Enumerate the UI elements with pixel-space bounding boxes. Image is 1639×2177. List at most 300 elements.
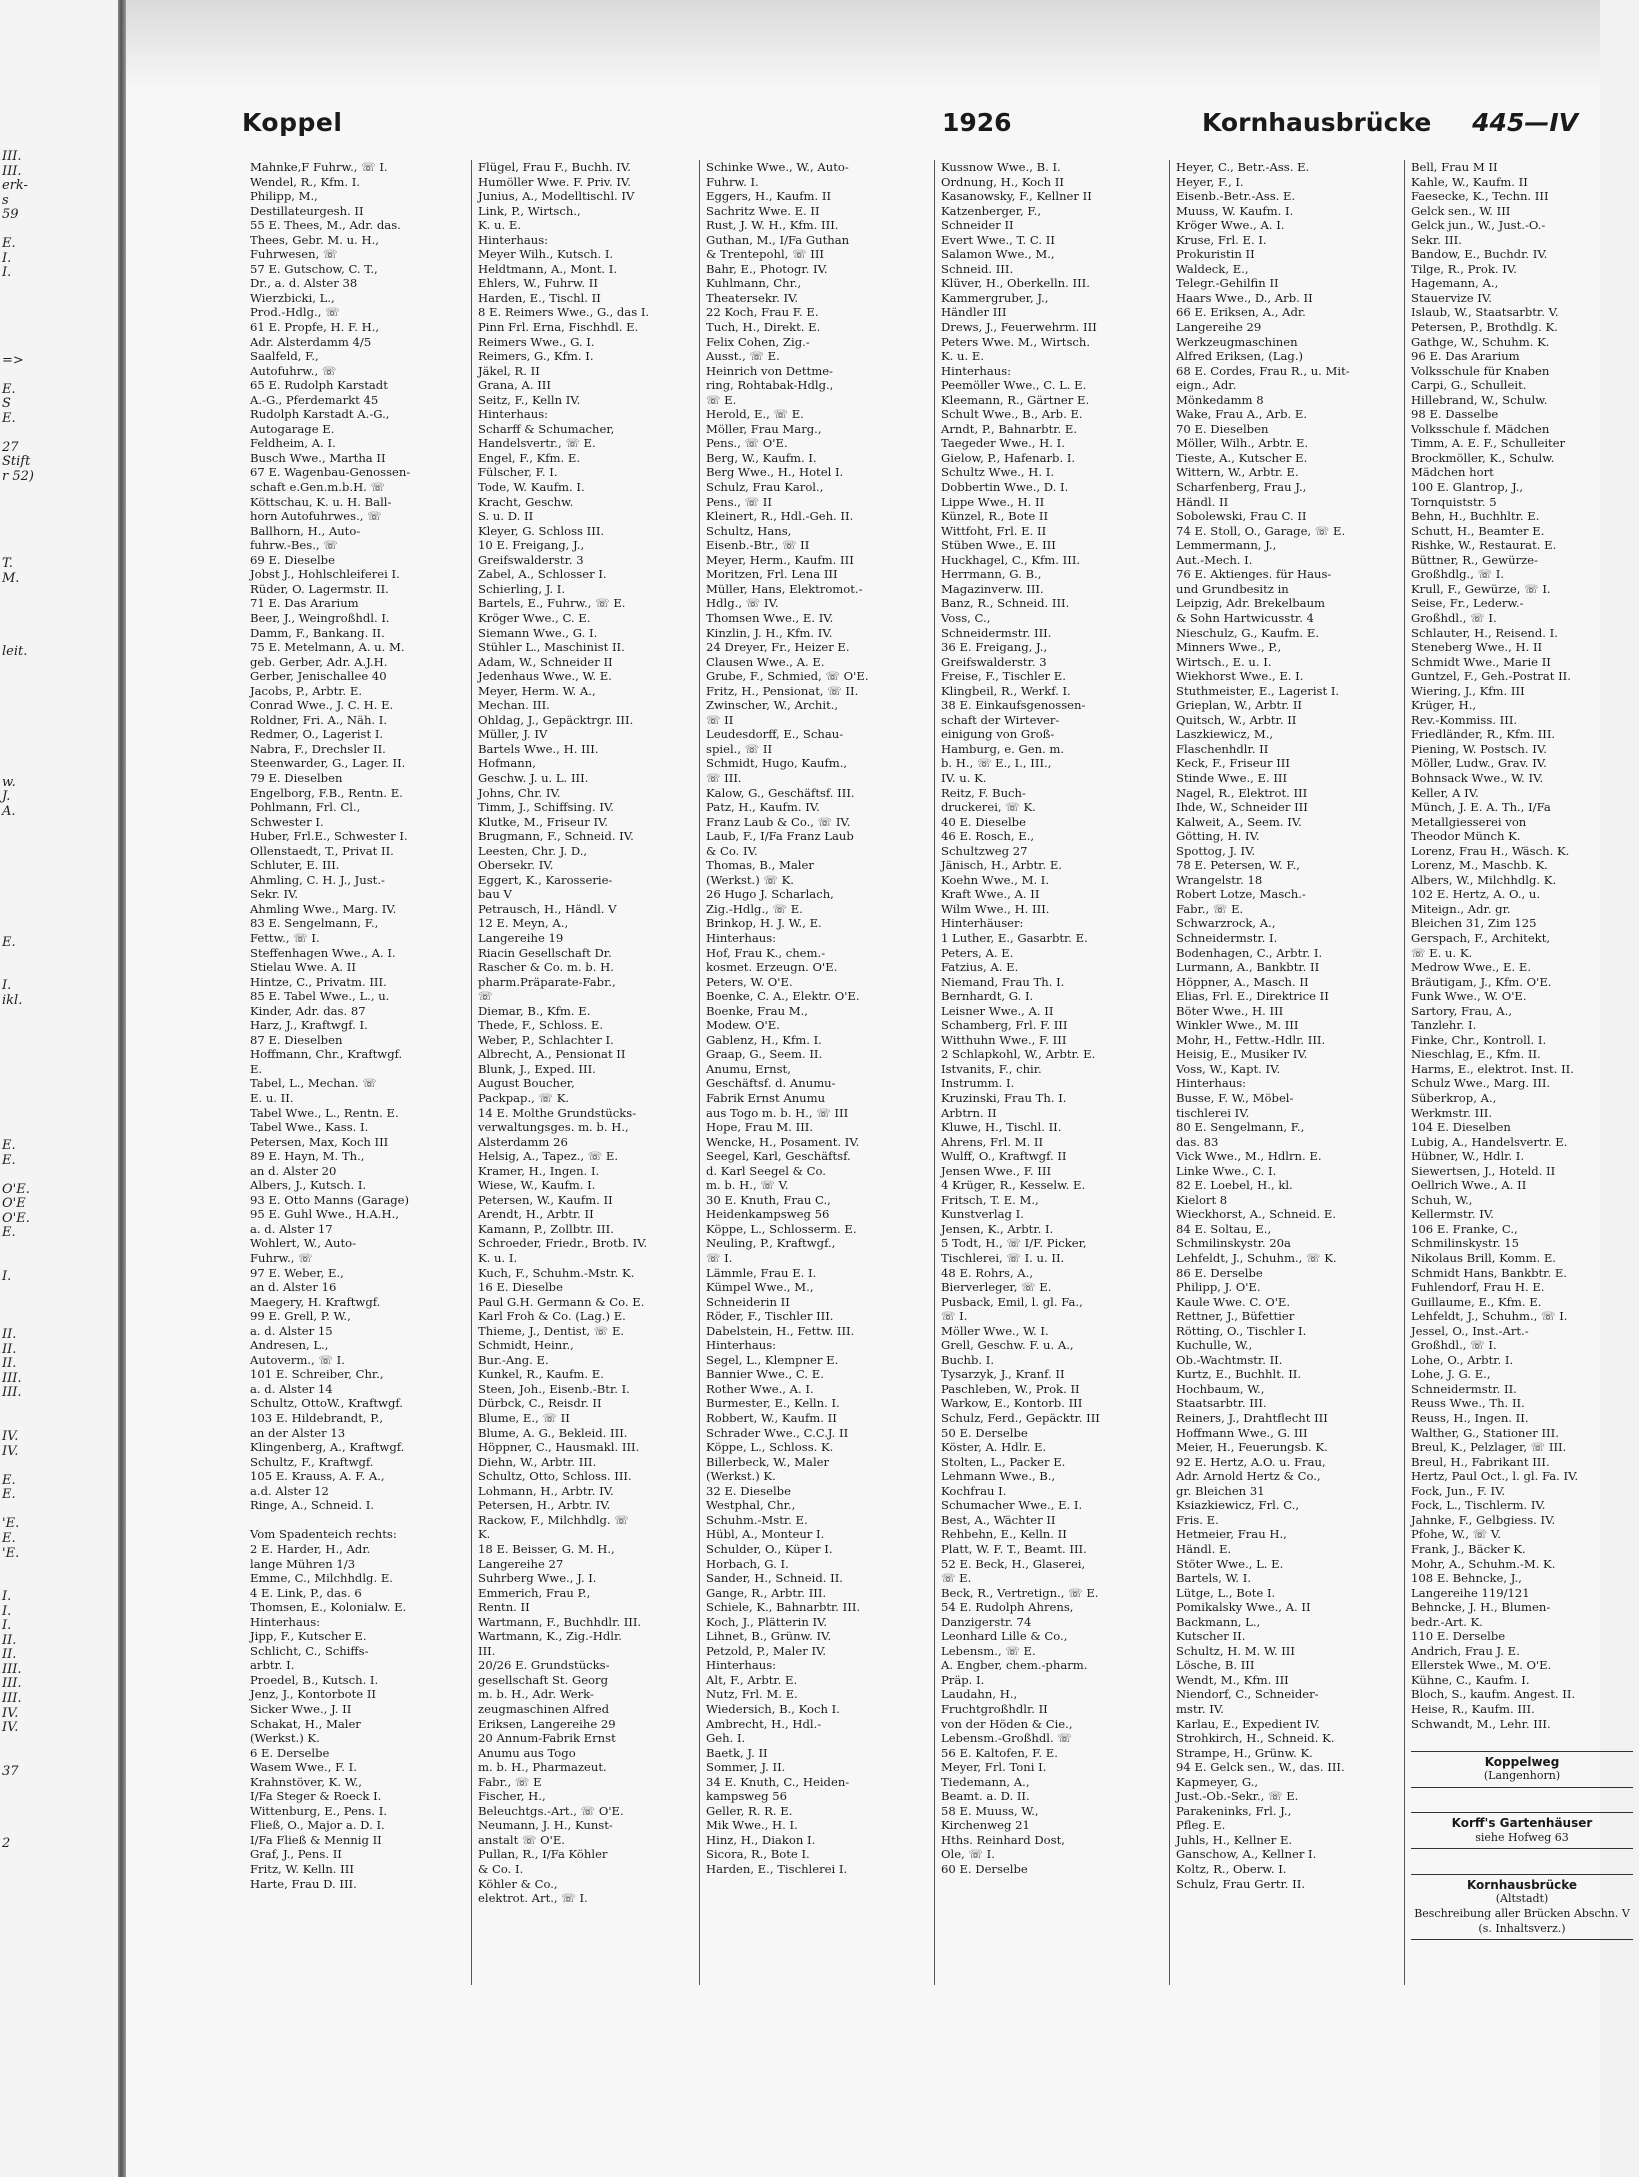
directory-entry: Meyer, Herm. W. A., [478, 683, 596, 698]
directory-entry: Wasem Wwe., F. I. [250, 1760, 357, 1775]
directory-entry: Wirtsch., E. u. I. [1176, 654, 1272, 669]
directory-entry: Tuch, H., Direkt. E. [706, 320, 821, 335]
prev-page-fragment [2, 819, 42, 834]
directory-entry: Sekr. IV. [250, 887, 299, 902]
directory-entry: 40 E. Dieselbe [941, 814, 1026, 829]
directory-entry: gesellschaft St. Georg [478, 1672, 609, 1687]
prev-page-fragment: E. [2, 934, 16, 950]
directory-entry: Meyer Wilh., Kutsch. I. [478, 247, 614, 262]
directory-entry: Wendt, M., Kfm. III [1176, 1672, 1289, 1687]
directory-entry: Geh. I. [706, 1731, 746, 1746]
directory-entry: Prokuristin II [1176, 247, 1255, 262]
directory-entry: Wencke, H., Posament. IV. [706, 1134, 860, 1149]
directory-entry: Mönkedamm 8 [1176, 392, 1264, 407]
directory-entry: 2 E. Harder, H., Adr. [250, 1541, 371, 1556]
directory-entry: Schulz, Frau Gertr. II. [1176, 1876, 1306, 1891]
directory-entry: Möller Wwe., W. I. [941, 1323, 1049, 1338]
directory-entry: Kuhlmann, Chr., [706, 276, 802, 291]
directory-entry: Instrumm. I. [941, 1076, 1015, 1091]
directory-entry: Leesten, Chr. J. D., [478, 843, 588, 858]
directory-entry: Pinn Frl. Erna, Fischhdl. E. [478, 320, 639, 335]
directory-entry: Lubig, A., Handelsvertr. E. [1411, 1134, 1568, 1149]
directory-entry: Nieschulz, G., Kaufm. E. [1176, 625, 1320, 640]
directory-entry: Gathge, W., Schuhm. K. [1411, 334, 1550, 349]
directory-entry: Lorenz, M., Maschb. K. [1411, 858, 1548, 873]
directory-entry: Fock, Jun., F. IV. [1411, 1483, 1506, 1498]
directory-entry: Ahmling, C. H. J., Just.- [250, 872, 385, 887]
directory-entry: Theodor Münch K. [1411, 829, 1521, 844]
directory-entry: Mädchen hort [1411, 465, 1494, 480]
directory-entry: Hofmann, [478, 756, 536, 771]
directory-entry: Rother Wwe., A. I. [706, 1381, 814, 1396]
directory-entry: Volksschule für Knaben [1411, 363, 1550, 378]
directory-entry: Schult Wwe., B., Arb. E. [941, 407, 1083, 422]
street-heading-note: Beschreibung aller Brücken Abschn. V (s. Inhaltsverz.) [1414, 1906, 1630, 1935]
directory-entry: Rötting, O., Tischler I. [1176, 1323, 1307, 1338]
directory-entry: Lurmann, A., Bankbtr. II [1176, 960, 1320, 975]
directory-entry: Rackow, F., Milchhdlg. ☏ [478, 1512, 629, 1527]
prev-page-fragment: A. [2, 803, 16, 819]
directory-entry: 103 E. Hildebrandt, P., [250, 1411, 384, 1426]
prev-page-fragment [2, 1066, 42, 1081]
directory-entry: Schiele, K., Bahnarbtr. III. [706, 1600, 861, 1615]
directory-entry: Reiners, J., Drahtflecht III [1176, 1411, 1328, 1426]
prev-page-fragment: II. [2, 1356, 17, 1372]
street-heading-sub: (Altstadt) [1495, 1892, 1549, 1906]
directory-entry: Bell, Frau M II [1411, 160, 1498, 174]
directory-entry: 89 E. Hayn, M. Th., [250, 1149, 365, 1164]
directory-entry: spiel., ☏ II [706, 741, 773, 756]
directory-entry: Gablenz, H., Kfm. I. [706, 1032, 822, 1047]
prev-page-fragment [2, 499, 42, 514]
directory-entry: IV. u. K. [941, 770, 987, 785]
directory-entry [250, 1513, 465, 1528]
directory-entry: Krüger, H., [1411, 698, 1477, 713]
directory-entry: 4 Krüger, R., Kesselw. E. [941, 1178, 1086, 1193]
prev-page-fragment [2, 1576, 42, 1591]
prev-page-fragment: S [2, 396, 11, 412]
directory-entry: Wiekhorst Wwe., E. I. [1176, 669, 1304, 684]
directory-entry: Thieme, J., Dentist, ☏ E. [478, 1323, 625, 1338]
prev-page-fragment [2, 368, 42, 383]
directory-entry: Tiedemann, A., [941, 1774, 1030, 1789]
directory-entry: Suhrberg Wwe., J. I. [478, 1571, 597, 1586]
directory-entry: Ehlers, W., Fuhrw. II [478, 276, 598, 291]
prev-page-fragment [2, 1736, 42, 1751]
directory-entry: Drews, J., Feuerwehrm. III [941, 320, 1097, 335]
street-heading-box [1411, 1874, 1633, 1940]
directory-entry: III. [478, 1643, 496, 1658]
directory-entry: Hof, Frau K., chem.- [706, 945, 826, 960]
directory-entry: Dabelstein, H., Fettw. III. [706, 1323, 855, 1338]
directory-entry: Götting, H. IV. [1176, 829, 1260, 844]
directory-entry: Müller, J. IV [478, 727, 548, 742]
directory-entry: Wieckhorst, A., Schneid. E. [1176, 1207, 1337, 1222]
prev-page-fragment [2, 601, 42, 616]
directory-entry: Tanzlehr. I. [1411, 1018, 1477, 1033]
directory-entry: Köppe, L., Schloss. K. [706, 1440, 834, 1455]
directory-entry: Harz, J., Kraftwgf. I. [250, 1018, 368, 1033]
directory-entry: 85 E. Tabel Wwe., L., u. [250, 989, 390, 1004]
directory-entry: Oellrich Wwe., A. II [1411, 1178, 1527, 1193]
directory-entry: einigung von Groß- [941, 727, 1055, 742]
directory-entry: Schamberg, Frl. F. III [941, 1018, 1068, 1033]
directory-entry: ☏ E. u. K. [1411, 945, 1473, 960]
directory-entry: Schneid. III. [941, 261, 1014, 276]
directory-entry: Eriksen, Langereihe 29 [478, 1716, 616, 1731]
directory-entry: Schmidt Wwe., Marie II [1411, 654, 1551, 669]
directory-entry: Fatzius, A. E. [941, 960, 1019, 975]
directory-entry: Gelck jun., W., Just.-O.- [1411, 218, 1546, 233]
directory-entry: Kruzinski, Frau Th. I. [941, 1091, 1067, 1105]
directory-entry: Schroeder, Friedr., Brotb. IV. [478, 1236, 648, 1251]
directory-entry: 94 E. Gelck sen., W., das. III. [1176, 1760, 1345, 1775]
directory-entry: & Sohn Hartwicusstr. 4 [1176, 610, 1314, 625]
directory-entry: 22 Koch, Frau F. E. [706, 305, 819, 320]
prev-page-fragment [2, 1037, 42, 1052]
directory-entry: Jensen Wwe., F. III [941, 1163, 1052, 1178]
directory-entry: Hinterhäuser: [941, 916, 1024, 931]
directory-entry: Fritsch, T. E. M., [941, 1192, 1039, 1207]
directory-entry: 5 Todt, H., ☏ I/F. Picker, [941, 1236, 1087, 1251]
directory-entry: Bur.-Ang. E. [478, 1352, 549, 1367]
prev-page-fragment [2, 659, 42, 674]
directory-entry: Pens., ☏ O'E. [706, 436, 788, 451]
prev-page-fragment: 37 [2, 1763, 19, 1779]
directory-entry: Alfred Eriksen, (Lag.) [1176, 349, 1304, 364]
directory-entry: Fuhrw. I. [706, 174, 759, 189]
directory-entry: Vick Wwe., M., Hdlrn. E. [1176, 1149, 1322, 1164]
directory-entry: aus Togo m. b. H., ☏ III [706, 1105, 849, 1120]
directory-entry: Eggers, H., Kaufm. II [706, 189, 832, 204]
directory-entry: Wohlert, W., Auto- [250, 1236, 357, 1251]
directory-entry: Wake, Frau A., Arb. E. [1176, 407, 1308, 422]
directory-entry: Dr., a. d. Alster 38 [250, 276, 358, 291]
directory-entry: Fülscher, F. I. [478, 465, 558, 480]
directory-entry: Greifswalderstr. 3 [478, 552, 584, 567]
directory-entry: Hochbaum, W., [1176, 1381, 1265, 1396]
prev-page-fragment: IV. [2, 1705, 19, 1721]
directory-entry: Ordnung, H., Koch II [941, 174, 1064, 189]
directory-entry: Schultz, Hans, [706, 523, 792, 538]
directory-entry: Fuhrw., ☏ [250, 1251, 313, 1266]
directory-entry: Dobbertin Wwe., D. I. [941, 480, 1069, 495]
directory-entry: Petersen, H., Arbtr. IV. [478, 1498, 611, 1513]
prev-page-fragment: 'E. [2, 1545, 20, 1561]
directory-entry: Telegr.-Gehilfin II [1176, 276, 1279, 291]
prev-page-fragment [2, 1241, 42, 1256]
directory-entry: Kröger Wwe., C. E. [478, 610, 591, 625]
directory-entry: Taegeder Wwe., H. I. [941, 436, 1065, 451]
directory-entry: Kamann, P., Zollbtr. III. [478, 1221, 614, 1236]
prev-page-fragment [2, 1750, 42, 1765]
directory-entry: schaft der Wirtever- [941, 712, 1060, 727]
directory-entry: Peters, W. O'E. [706, 974, 793, 989]
directory-entry: Kirchenweg 21 [941, 1818, 1030, 1833]
directory-entry: Eggert, K., Karosserie- [478, 872, 613, 887]
directory-entry: an d. Alster 20 [250, 1163, 337, 1178]
directory-entry: Pusback, Emil, l. gl. Fa., [941, 1294, 1083, 1309]
directory-entry: Lorenz, Frau H., Wäsch. K. [1411, 843, 1570, 858]
book-gutter [118, 0, 126, 2177]
directory-entry: Lippe Wwe., H. II [941, 494, 1045, 509]
directory-entry: 8 E. Reimers Wwe., G., das I. [478, 305, 650, 320]
column-4 [934, 160, 1169, 1985]
header-left-street: Koppel [242, 108, 343, 137]
directory-entry: 18 E. Beisser, G. M. H., [478, 1541, 615, 1556]
street-heading-sub: siehe Hofweg 63 [1475, 1830, 1569, 1844]
directory-entry: Blume, A. G., Bekleid. III. [478, 1425, 628, 1440]
directory-entry: tischlerei IV. [1176, 1105, 1250, 1120]
directory-entry: Kleinert, R., Hdl.-Geh. II. [706, 509, 854, 524]
prev-page-fragment: E. [2, 1225, 16, 1241]
prev-page-fragment [2, 1125, 42, 1140]
directory-entry: Schneidermstr. I. [1176, 930, 1278, 945]
directory-entry: Breul, H., Fabrikant III. [1411, 1454, 1550, 1469]
directory-entry: Köhler & Co., [478, 1876, 558, 1891]
directory-entry: Hinterhaus: [250, 1614, 321, 1629]
directory-entry: Fritz, W. Kelln. III [250, 1861, 354, 1876]
directory-entry: 57 E. Gutschow, C. T., [250, 261, 378, 276]
directory-entry: Backmann, L., [1176, 1614, 1261, 1629]
directory-entry: Fettw., ☏ I. [250, 930, 320, 945]
directory-entry: Brockmöller, K., Schulw. [1411, 450, 1555, 465]
directory-entry: Schmidt, Heinr., [478, 1338, 574, 1353]
directory-entry: a. d. Alster 17 [250, 1221, 333, 1236]
directory-entry: Juhls, H., Kellner E. [1176, 1832, 1293, 1847]
directory-entry: Salamon Wwe., M., [941, 247, 1055, 262]
street-heading-box [1411, 1751, 1633, 1788]
directory-entry: Pfleg. E. [1176, 1818, 1226, 1833]
directory-entry: Schinke Wwe., W., Auto- [706, 160, 849, 174]
directory-entry: Jedenhaus Wwe., W. E. [478, 669, 612, 684]
directory-entry: Sobolewski, Frau C. II [1176, 509, 1307, 524]
directory-entry: Heldtmann, A., Mont. I. [478, 261, 618, 276]
directory-entry: elektrot. Art., ☏ I. [478, 1891, 588, 1906]
directory-entry: Schrader Wwe., C.C.J. II [706, 1425, 849, 1440]
directory-entry: an d. Alster 16 [250, 1280, 337, 1295]
prev-page-fragment: I. [2, 978, 12, 994]
directory-entry: 58 E. Muuss, W., [941, 1803, 1039, 1818]
directory-entry: 24 Dreyer, Fr., Heizer E. [706, 640, 850, 655]
prev-page-fragment: III. [2, 1370, 22, 1386]
prev-page-fragment [2, 703, 42, 718]
directory-entry: Staatsarbtr. III. [1176, 1396, 1267, 1411]
directory-entry: Aut.-Mech. I. [1176, 552, 1253, 567]
directory-entry: Steen, Joh., Eisenb.-Btr. I. [478, 1381, 630, 1396]
prev-page-fragment [2, 1285, 42, 1300]
directory-entry: Paul G.H. Germann & Co. E. [478, 1294, 645, 1309]
directory-entry: Kammergruber, J., [941, 290, 1049, 305]
directory-entry: Schultz, F., Kraftwgf. [250, 1454, 374, 1469]
directory-entry: Höppner, C., Hausmakl. III. [478, 1440, 640, 1455]
prev-page-fragment [2, 848, 42, 863]
directory-entry: Wartmann, F., Buchhdlr. III. [478, 1614, 642, 1629]
directory-entry: d. Karl Seegel & Co. [706, 1163, 826, 1178]
prev-page-fragment: M. [2, 570, 20, 586]
directory-entry: Händl. E. [1176, 1541, 1232, 1556]
directory-entry: Pullan, R., I/Fa Köhler [478, 1847, 608, 1862]
directory-entry: Stauervize IV. [1411, 290, 1492, 305]
directory-entry: Brugmann, F., Schneid. IV. [478, 829, 634, 844]
directory-entry: Kussnow Wwe., B. I. [941, 160, 1061, 174]
directory-entry: Bierverleger, ☏ E. [941, 1280, 1052, 1295]
directory-entry: schaft e.Gen.m.b.H. ☏ [250, 480, 386, 495]
directory-entry: Jipp, F., Kutscher E. [250, 1629, 367, 1644]
directory-entry: Händl. II [1176, 494, 1229, 509]
directory-entry: 20 Annum-Fabrik Ernst [478, 1731, 616, 1746]
directory-entry: Langereihe 27 [478, 1556, 564, 1571]
directory-entry: Bartels, W. I. [1176, 1571, 1252, 1586]
directory-entry: m. b. H., ☏ V. [706, 1178, 789, 1193]
prev-page-fragment [2, 863, 42, 878]
directory-entry: 32 E. Dieselbe [706, 1483, 791, 1498]
directory-entry: 26 Hugo J. Scharlach, [706, 887, 834, 902]
directory-entry: Kurtz, E., Buchhlt. II. [1176, 1367, 1302, 1382]
directory-entry: arbtr. I. [250, 1658, 295, 1673]
directory-entry: K. [478, 1527, 491, 1542]
directory-entry: Strampe, H., Grünw. K. [1176, 1745, 1313, 1760]
prev-page-fragment [2, 1110, 42, 1125]
directory-entry: Warkow, E., Kontorb. III [941, 1396, 1083, 1411]
directory-entry: Hinz, H., Diakon I. [706, 1832, 816, 1847]
directory-entry: Guntzel, F., Geh.-Postrat II. [1411, 669, 1571, 684]
directory-entry: Sommer, J. II. [706, 1760, 786, 1775]
prev-page-fragment: III. [2, 1676, 22, 1692]
directory-entry: Reitz, F. Buch- [941, 785, 1026, 800]
directory-entry: Reimers Wwe., G. I. [478, 334, 595, 349]
directory-entry: Evert Wwe., T. C. II [941, 232, 1055, 247]
directory-entry: Lütge, L., Bote I. [1176, 1585, 1276, 1600]
prev-page-fragment: E. [2, 1138, 16, 1154]
directory-entry: Humöller Wwe. F. Priv. IV. [478, 174, 631, 189]
directory-entry: verwaltungsges. m. b. H., [478, 1120, 629, 1135]
directory-entry: Schneiderin II [706, 1294, 790, 1309]
directory-entry: Graf, J., Pens. II [250, 1847, 342, 1862]
directory-entry: Albrecht, A., Pensionat II [478, 1047, 626, 1062]
directory-entry: Lebensm., ☏ E. [941, 1643, 1036, 1658]
directory-entry: Ole, ☏ I. [941, 1847, 995, 1862]
directory-entry: Huckhagel, C., Kfm. III. [941, 552, 1081, 567]
directory-entry: 38 E. Einkaufsgenossen- [941, 698, 1086, 713]
directory-entry: Siewertsen, J., Hoteld. II [1411, 1163, 1556, 1178]
directory-entry: Karl Froh & Co. (Lag.) E. [478, 1309, 626, 1324]
directory-entry: Hinterhaus: [706, 1338, 777, 1353]
directory-entry: Friedländer, R., Kfm. III. [1411, 727, 1556, 742]
directory-entry: Diehn, W., Arbtr. III. [478, 1454, 597, 1469]
directory-entry: 12 E. Meyn, A., [478, 916, 569, 931]
prev-page-fragment: w. [2, 774, 16, 790]
directory-entry: Kraft Wwe., A. II [941, 887, 1040, 902]
directory-entry: Tischlerei, ☏ I. u. II. [941, 1251, 1065, 1266]
directory-entry: ☏ E. [941, 1571, 972, 1586]
directory-entry: Tilge, R., Prok. IV. [1411, 261, 1517, 276]
directory-entry: & Co. IV. [706, 843, 758, 858]
directory-entry: August Boucher, [478, 1076, 575, 1091]
directory-entry: Frank, J., Bäcker K. [1411, 1541, 1526, 1556]
prev-page-fragment [2, 732, 42, 747]
directory-entry: druckerei, ☏ K. [941, 800, 1036, 815]
directory-entry: 1 Luther, E., Gasarbtr. E. [941, 930, 1088, 945]
directory-entry: Grieplan, W., Arbtr. II [1176, 698, 1302, 713]
prev-page-fragment: II. [2, 1632, 17, 1648]
prev-page-fragment [2, 761, 42, 776]
directory-entry: Westphal, Chr., [706, 1498, 796, 1513]
directory-entry: A. Engber, chem.-pharm. [941, 1658, 1088, 1673]
directory-entry: Mechan. III. [478, 698, 550, 713]
directory-entry: 4 E. Link, P., das. 6 [250, 1585, 362, 1600]
directory-entry: Andresen, L., [250, 1338, 329, 1353]
directory-entry: 80 E. Sengelmann, F., [1176, 1120, 1305, 1135]
directory-entry: Wiedersich, B., Koch I. [706, 1701, 840, 1716]
directory-entry: Höppner, A., Masch. II [1176, 974, 1309, 989]
street-heading-box [1411, 1812, 1633, 1849]
directory-entry: Fabr., ☏ E [478, 1774, 542, 1789]
directory-entry: Schluter, E. III. [250, 858, 340, 873]
prev-page-fragment [2, 528, 42, 543]
directory-entry: b. H., ☏ E., I., III., [941, 756, 1052, 771]
directory-entry: Schulz, Frau Karol., [706, 480, 824, 495]
directory-entry: Kalweit, A., Seem. IV. [1176, 814, 1302, 829]
directory-entry: Rudolph Karstadt A.-G., [250, 407, 390, 422]
directory-entry: Schwandt, M., Lehr. III. [1411, 1716, 1551, 1731]
directory-entry: Robbert, W., Kaufm. II [706, 1411, 837, 1426]
directory-entry: fuhrw.-Bes., ☏ [250, 538, 338, 553]
directory-entry: Guillaume, E., Kfm. E. [1411, 1294, 1542, 1309]
directory-entry: Seitz, F., Kelln IV. [478, 392, 581, 407]
directory-entry: Timm, J., Schiffsing. IV. [478, 800, 614, 815]
prev-page-fragment [2, 325, 42, 340]
directory-entry: Thomsen, E., Kolonialw. E. [250, 1600, 407, 1615]
directory-entry: Hübl, A., Monteur I. [706, 1527, 825, 1542]
directory-entry: Fischer, H., [478, 1789, 546, 1804]
directory-entry: Schulz Wwe., Marg. III. [1411, 1076, 1551, 1091]
directory-entry: (Werkst.) K. [706, 1469, 776, 1484]
prev-page-fragment [2, 586, 42, 601]
directory-entry: Tabel, L., Mechan. ☏ [250, 1076, 377, 1091]
directory-entry: Brinkop, H. J. W., E. [706, 916, 822, 931]
directory-entry: Albers, W., Milchhdlg. K. [1411, 872, 1557, 887]
prev-page-fragment [2, 295, 42, 310]
directory-entry: Lohmann, H., Arbtr. IV. [478, 1483, 614, 1498]
directory-entry: Schmilinskystr. 15 [1411, 1236, 1520, 1251]
directory-entry: Prod.-Hdlg., ☏ [250, 305, 340, 320]
directory-entry: Baetk, J. II [706, 1745, 768, 1760]
directory-entry: Böter Wwe., H. III [1176, 1003, 1284, 1018]
prev-page-fragment [2, 1401, 42, 1416]
directory-entry: Händler III [941, 305, 1007, 320]
directory-entry: ring, Rohtabak-Hdlg., [706, 378, 834, 393]
prev-page-fragment [2, 906, 42, 921]
directory-entry: Künzel, R., Bote II [941, 509, 1049, 524]
directory-entry: Seise, Fr., Lederw.- [1411, 596, 1524, 611]
directory-entry: Wendel, R., Kfm. I. [250, 174, 361, 189]
prev-page-fragment: leit. [2, 643, 28, 659]
directory-entry: Sekr. III. [1411, 232, 1462, 247]
directory-entry: Heyer, C., Betr.-Ass. E. [1176, 160, 1310, 174]
directory-entry: Schlicht, C., Schiffs- [250, 1643, 369, 1658]
directory-entry: Schultz Wwe., H. I. [941, 465, 1055, 480]
directory-entry: geb. Gerber, Adr. A.J.H. [250, 654, 388, 669]
prev-page-fragment [2, 1052, 42, 1067]
directory-entry: Ohldag, J., Gepäcktrgr. III. [478, 712, 634, 727]
directory-entry: Wittenburg, E., Pens. I. [250, 1803, 388, 1818]
prev-page-fragment: E. [2, 1487, 16, 1503]
directory-entry: Eisenb.-Btr., ☏ II [706, 538, 810, 553]
prev-page-fragment [2, 630, 42, 645]
directory-entry: Bräutigam, J., Kfm. O'E. [1411, 974, 1552, 989]
directory-entry: Leudesdorff, E., Schau- [706, 727, 844, 742]
